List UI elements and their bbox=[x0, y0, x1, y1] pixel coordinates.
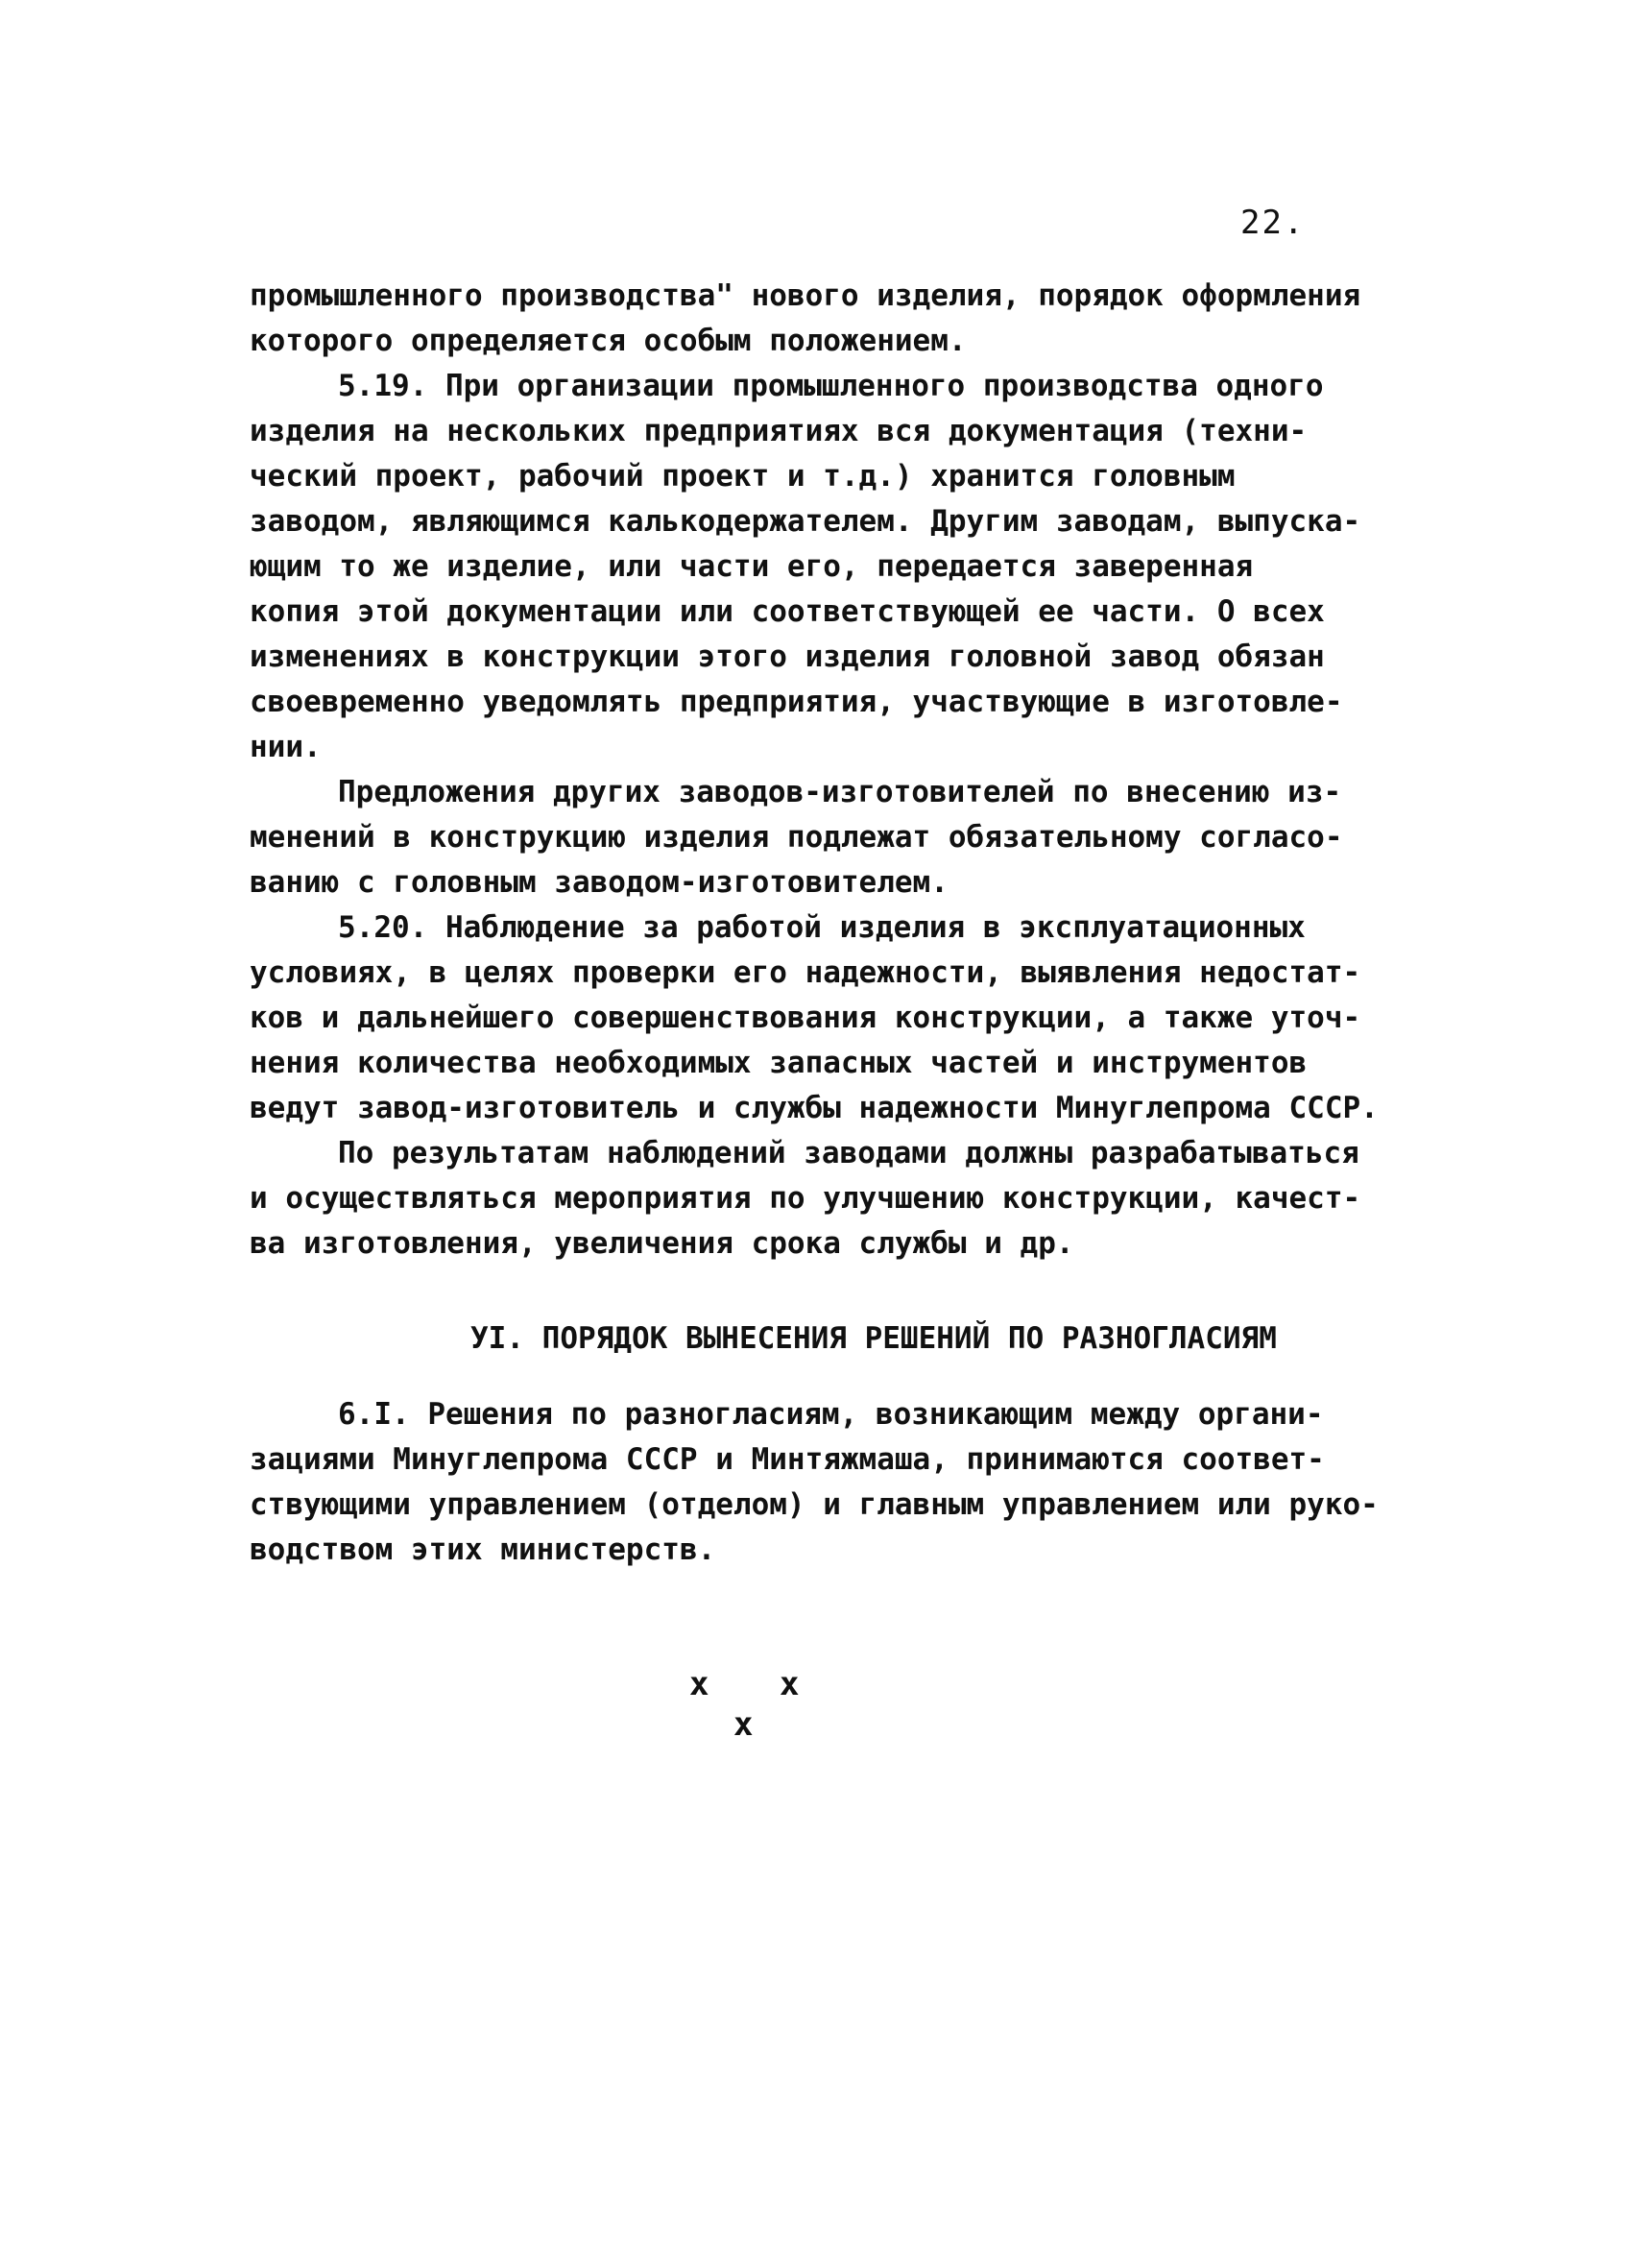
section-6-text bbox=[250, 1392, 1423, 1573]
text-line: нения количества необходимых запасных частей и инструментов bbox=[250, 1046, 1308, 1080]
section-5-text bbox=[250, 274, 1423, 1267]
text-line: условиях, в целях проверки его надежности, выявления недостат- bbox=[250, 955, 1361, 990]
text-line: ческий проект, рабочий проект и т.д.) хранится головным bbox=[250, 459, 1236, 494]
text-line: нии. bbox=[250, 730, 322, 764]
end-mark: x bbox=[689, 1665, 709, 1703]
text-line: ков и дальнейшего совершенствования конструкции, а также уточ- bbox=[250, 1001, 1361, 1035]
clause-6-1-start: 6.I. Решения по разногласиям, возникающим между органи- bbox=[338, 1397, 1324, 1432]
text-line: ванию с головным заводом-изготовителем. bbox=[250, 865, 949, 900]
text-line: ствующими управлением (отделом) и главным управлением или руко- bbox=[250, 1487, 1379, 1522]
paragraph-start: Предложения других заводов-изготовителей по внесению из- bbox=[338, 775, 1342, 809]
text-line: ведут завод-изготовитель и службы надежности Минуглепрома СССР. bbox=[250, 1091, 1379, 1125]
text-line: своевременно уведомлять предприятия, участвующие в изготовле- bbox=[250, 685, 1343, 719]
end-mark: x bbox=[733, 1705, 754, 1744]
clause-5-20-start: 5.20. Наблюдение за работой изделия в эксплуатационных bbox=[338, 910, 1306, 945]
text-line: и осуществляться мероприятия по улучшению конструкции, качест- bbox=[250, 1181, 1361, 1216]
text-line: изделия на нескольких предприятиях вся документация (техни- bbox=[250, 414, 1308, 448]
text-line: изменениях в конструкции этого изделия головной завод обязан bbox=[250, 639, 1325, 674]
text-line: ющим то же изделие, или части его, передается заверенная bbox=[250, 549, 1254, 584]
end-mark: x bbox=[780, 1665, 800, 1703]
page-number: 22. bbox=[1240, 204, 1306, 242]
text-line: заводом, являющимся калькодержателем. Другим заводам, выпуска- bbox=[250, 504, 1361, 539]
text-line: зациями Минуглепрома СССР и Минтяжмаша, принимаются соответ- bbox=[250, 1442, 1325, 1477]
text-line: ва изготовления, увеличения срока службы и др. bbox=[250, 1226, 1074, 1261]
text-line: которого определяется особым положением. bbox=[250, 324, 967, 358]
clause-5-19-start: 5.19. При организации промышленного производства одного bbox=[338, 369, 1324, 403]
text-line: менений в конструкцию изделия подлежат обязательному согласо- bbox=[250, 820, 1343, 855]
paragraph-start: По результатам наблюдений заводами должны разрабатываться bbox=[338, 1136, 1359, 1170]
text-line: водством этих министерств. bbox=[250, 1532, 716, 1567]
text-line: копия этой документации или соответствующей ее части. О всех bbox=[250, 594, 1325, 629]
section-6-heading: УI. ПОРЯДОК ВЫНЕСЕНИЯ РЕШЕНИЙ ПО РАЗНОГЛАСИЯМ bbox=[470, 1321, 1277, 1356]
text-line: промышленного производства" нового изделия, порядок оформления bbox=[250, 278, 1361, 313]
